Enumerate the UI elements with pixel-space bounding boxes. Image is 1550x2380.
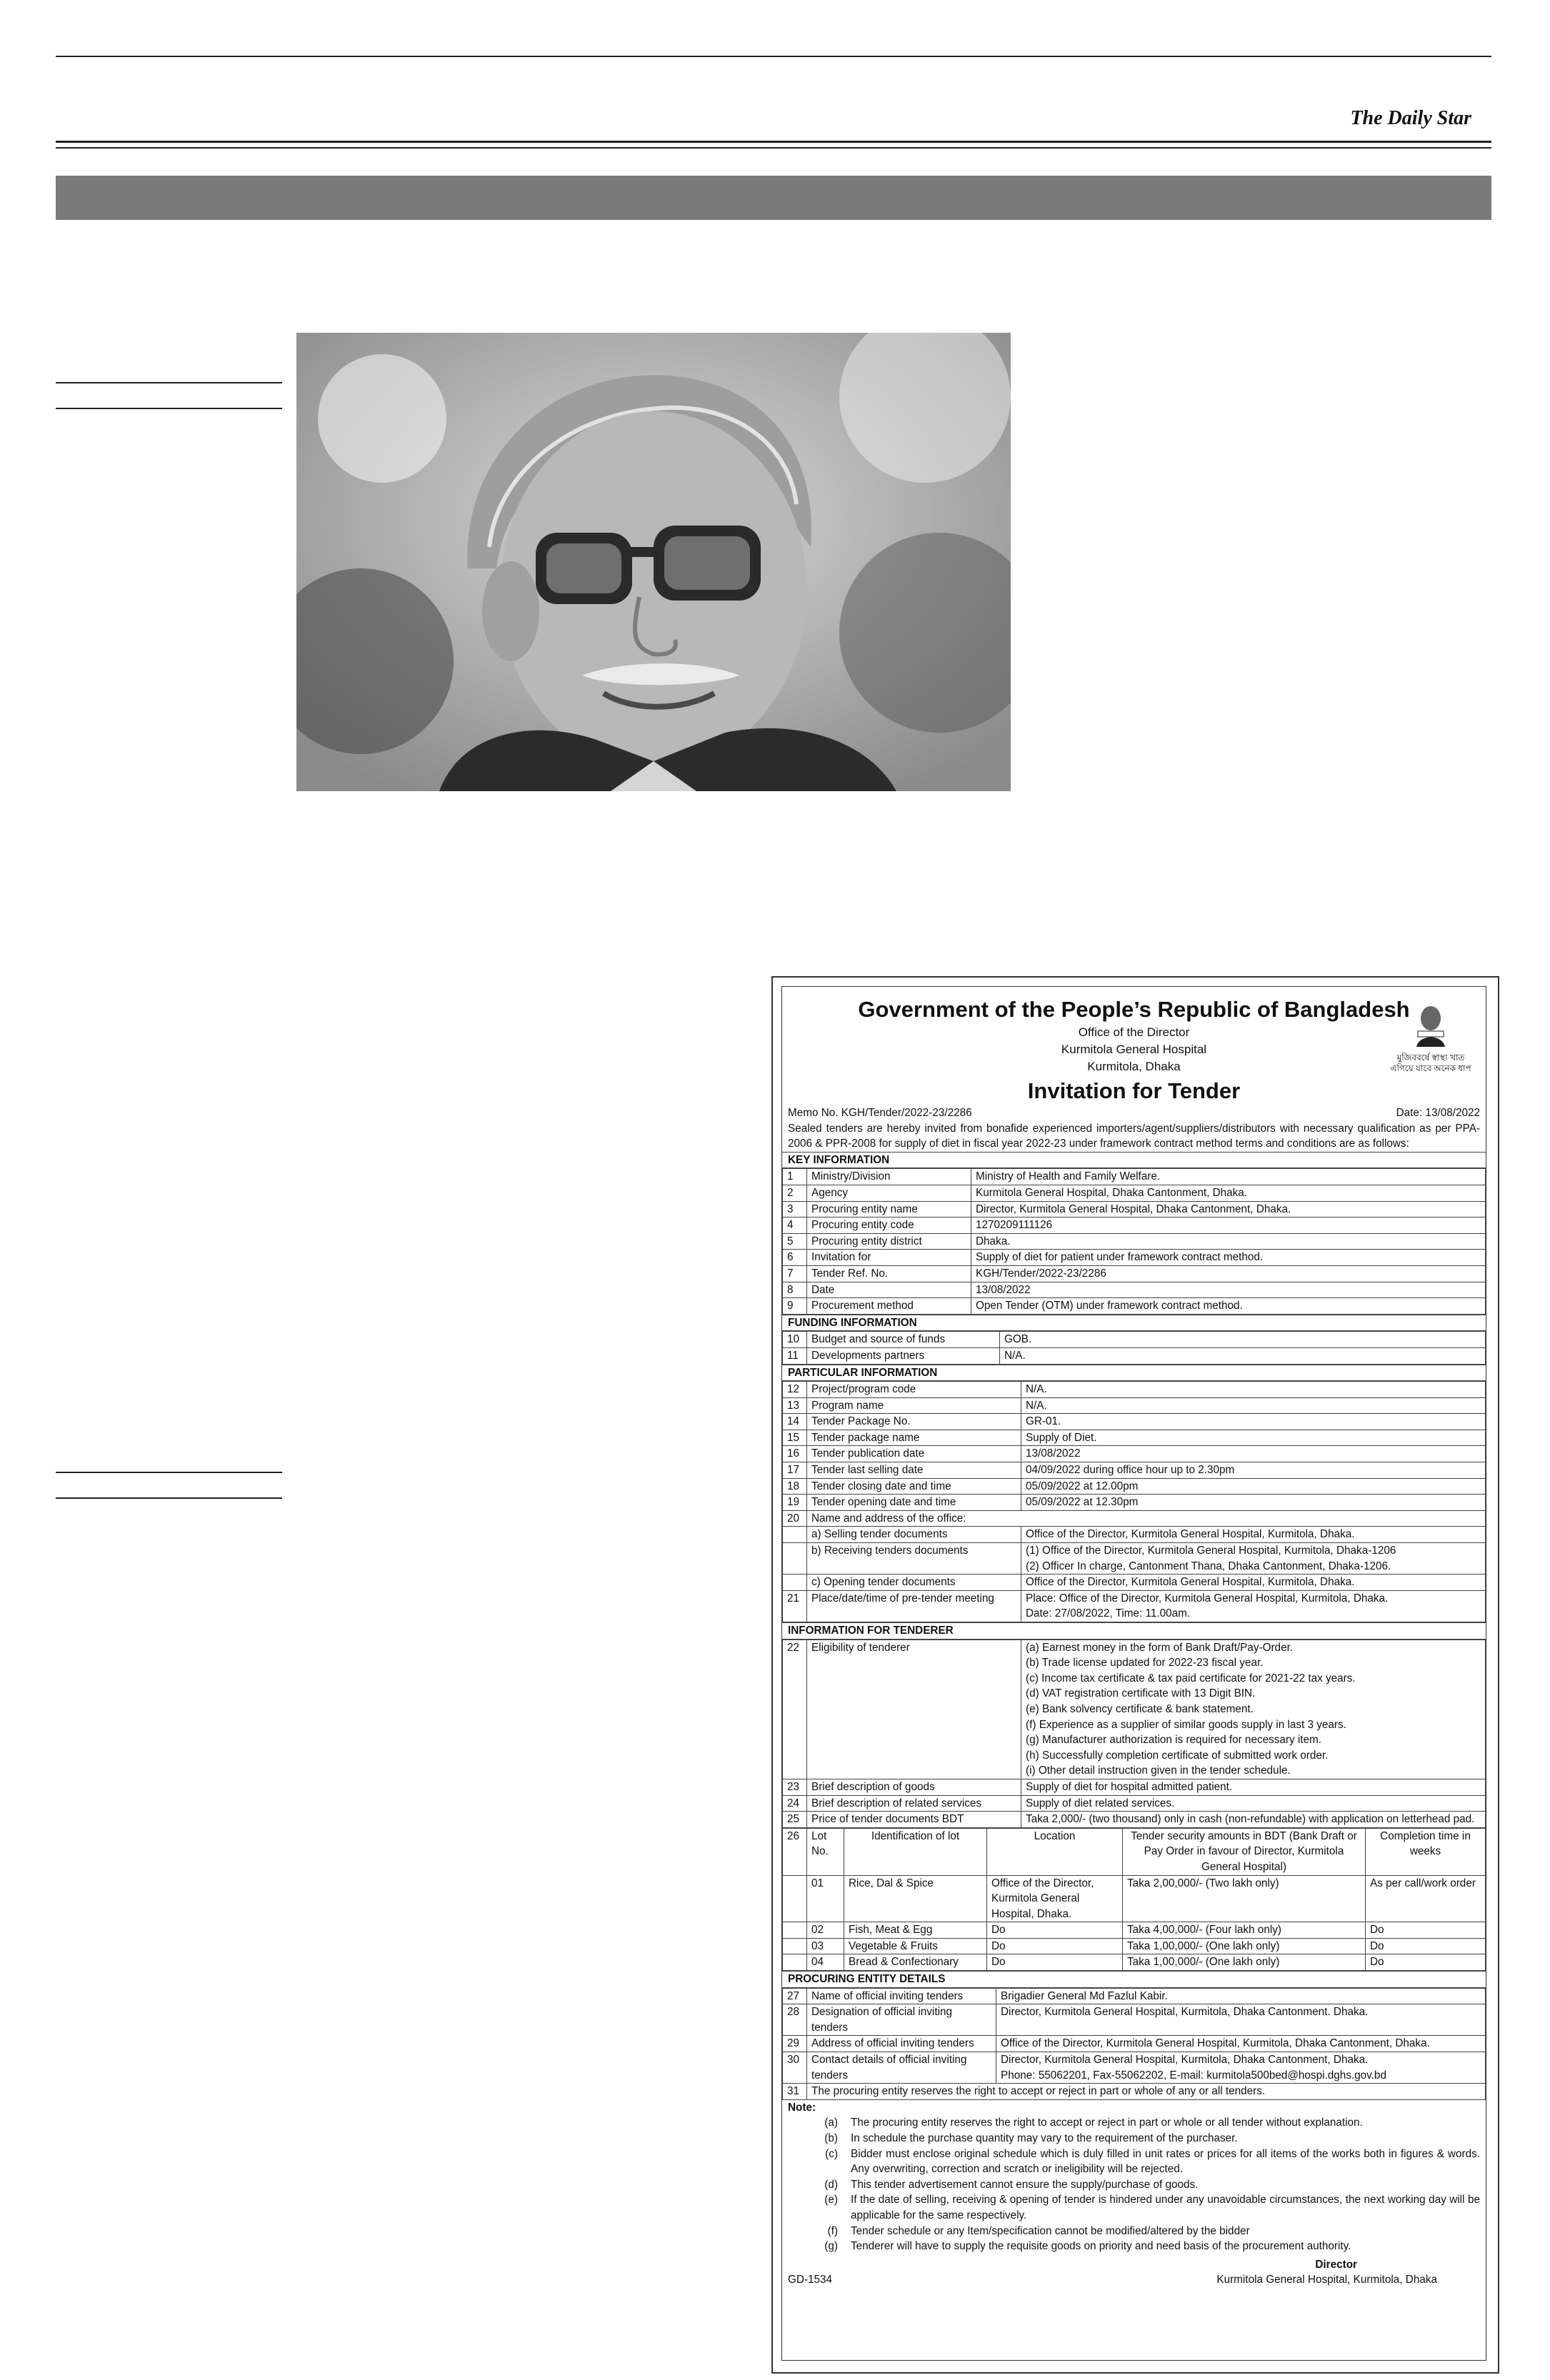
eligibility-item: (i) Other detail instruction given in the tender schedule.	[1026, 1764, 1291, 1777]
tender-notice-inner	[781, 986, 1486, 2361]
tenderer-heading: INFORMATION FOR TENDERER	[782, 1622, 1486, 1640]
table-row: 21 Place/date/time of pre-tender meeting Place: Office of the Director, Kurmitola General Hospital, Kurmitola, Dhaka. Date: 27/08/2022, Time: 11.00am.	[783, 1590, 1486, 1622]
table-row: 6 Invitation for Supply of diet for patient under framework contract method.	[783, 1250, 1486, 1266]
table-row: 8 Date 13/08/2022	[783, 1282, 1486, 1298]
table-row: 27 Name of official inviting tenders Brigadier General Md Fazlul Kabir.	[783, 1988, 1486, 2004]
location-line: Kurmitola, Dhaka	[1087, 1060, 1181, 1073]
table-row: 13 Program name N/A.	[783, 1397, 1486, 1414]
note-item: (g) Tenderer will have to supply the requisite goods on priority and need basis of the procurement authority.	[824, 2240, 1351, 2253]
notice-header	[782, 995, 1486, 1105]
lot-table	[782, 1828, 1486, 1971]
procuring-table	[782, 1988, 1486, 2100]
table-row: 2 Agency Kurmitola General Hospital, Dhaka Cantonment, Dhaka.	[783, 1185, 1486, 1201]
intro-paragraph: Sealed tenders are hereby invited from bonafide experienced importers/agent/suppliers/distributors with necessary qualification as per PPA-2006 & PPR-2008 for supply of diet in fiscal year 2022-23 under framework contract method terms and conditions are as follows:	[788, 1122, 1480, 1150]
portrait-emblem-icon	[1414, 1003, 1448, 1047]
hospital-line: Kurmitola General Hospital	[1061, 1043, 1207, 1056]
key-information-table	[782, 1168, 1486, 1314]
table-row: 29 Address of official inviting tenders Office of the Director, Kurmitola General Hospital, Kurmitola, Dhaka Cantonment, Dhaka.	[783, 2036, 1486, 2052]
lot-row: 02 Fish, Meat & Egg Do Taka 4,00,000/- (Four lakh only) Do	[783, 1922, 1486, 1939]
lot-row: 04 Bread & Confectionary Do Taka 1,00,000/- (One lakh only) Do	[783, 1954, 1486, 1971]
side-rule-3	[56, 1472, 282, 1473]
procuring-heading: PROCURING ENTITY DETAILS	[782, 1971, 1486, 1988]
government-title: Government of the People’s Republic of Bangladesh	[858, 997, 1410, 1022]
memo-line	[782, 1105, 1486, 1121]
side-rule-1	[56, 382, 282, 383]
notes-section	[782, 2100, 1486, 2254]
eligibility-item: (f) Experience as a supplier of similar goods supply in last 3 years.	[1026, 1718, 1346, 1731]
table-row: 12 Project/program code N/A.	[783, 1382, 1486, 1398]
note-item: (f) Tender schedule or any Item/specification cannot be modified/altered by the bidder	[827, 2224, 1250, 2237]
table-row: 5 Procuring entity district Dhaka.	[783, 1233, 1486, 1250]
section-band	[56, 176, 1491, 220]
eligibility-item: (h) Successfully completion certificate of submitted work order.	[1026, 1749, 1329, 1762]
notice-title: Invitation for Tender	[1027, 1078, 1241, 1103]
note-item: (e) If the date of selling, receiving & opening of tender is hindered under any unavoidable circumstances, the next working day will be applicable for the same respectively.	[824, 2194, 1480, 2221]
table-row: 18 Tender closing date and time 05/09/2022 at 12.00pm	[783, 1478, 1486, 1495]
eligibility-item: (c) Income tax certificate & tax paid certificate for 2021-22 tax years.	[1026, 1672, 1356, 1684]
tender-notice	[771, 976, 1499, 2374]
table-row: 11 Developments partners N/A.	[783, 1347, 1486, 1364]
notes-heading: Note:	[788, 2101, 816, 2114]
note-item: (d) This tender advertisement cannot ensure the supply/purchase of goods.	[824, 2178, 1199, 2191]
eligibility-item: (b) Trade license updated for 2022-23 fiscal year.	[1026, 1657, 1264, 1669]
notice-footer	[782, 2272, 1486, 2288]
table-row: 22 Eligibility of tenderer (a) Earnest money in the form of Bank Draft/Pay-Order. (b) Trade license updated for 2022-23 fiscal year. (c) Income tax certificate & tax paid certificate for 2021-22 tax years. (d) VAT registration certificate with 13 Digit BIN. (e) Bank solvency certificate & bank statement. (f) Experience as a supplier of similar goods supply in last 3 years. (g) Manufacturer authorization is required for necessary item. (h) Successfully completion certificate of submitted work order. (i) Other detail instruction given in the tender schedule.	[783, 1640, 1486, 1779]
table-row: 31 The procuring entity reserves the right to accept or reject in part or whole of any or all tenders.	[783, 2084, 1486, 2100]
table-row: 3 Procuring entity name Director, Kurmitola General Hospital, Dhaka Cantonment, Dhaka.	[783, 1201, 1486, 1217]
tenderer-table	[782, 1640, 1486, 1828]
particular-table	[782, 1381, 1486, 1622]
memo-date: Date: 13/08/2022	[1396, 1107, 1480, 1119]
eligibility-item: (a) Earnest money in the form of Bank Draft/Pay-Order.	[1026, 1641, 1294, 1654]
eligibility-item: (e) Bank solvency certificate & bank statement.	[1026, 1702, 1254, 1715]
table-row: 1 Ministry/Division Ministry of Health and Family Welfare.	[783, 1169, 1486, 1185]
table-row: a) Selling tender documents Office of the Director, Kurmitola General Hospital, Kurmitola, Dhaka.	[783, 1527, 1486, 1543]
table-row: 19 Tender opening date and time 05/09/2022 at 12.30pm	[783, 1495, 1486, 1511]
table-row: 23 Brief description of goods Supply of diet for hospital admitted patient.	[783, 1779, 1486, 1795]
table-row: 30 Contact details of official inviting tenders Director, Kurmitola General Hospital, Kurmitola, Dhaka Cantonment, Dhaka. Phone: 55062201, Fax-55062202, E-mail: kurmitola500bed@hospi.dghs.gov.bd	[783, 2052, 1486, 2084]
table-row: 20 Name and address of the office:	[783, 1510, 1486, 1527]
lot-row: 01 Rice, Dal & Spice Office of the Director, Kurmitola General Hospital, Dhaka. Taka 2,00,000/- (Two lakh only) As per call/work order	[783, 1875, 1486, 1922]
signatory-office: Kurmitola General Hospital, Kurmitola, Dhaka	[1216, 2274, 1437, 2286]
table-row: 25 Price of tender documents BDT Taka 2,000/- (two thousand) only in cash (non-refundable) with application on letterhead pad.	[783, 1812, 1486, 1828]
double-rule-bottom	[56, 147, 1491, 149]
emblem-caption-2: এগিয়ে যাবে অনেক ধাপ	[1390, 1063, 1471, 1073]
table-row: 7 Tender Ref. No. KGH/Tender/2022-23/2286	[783, 1265, 1486, 1282]
side-rule-4	[56, 1497, 282, 1499]
mujib-year-emblem	[1384, 1003, 1477, 1074]
table-row: 10 Budget and source of funds GOB.	[783, 1332, 1486, 1348]
lot-header-row: 26 Lot No. Identification of lot Location Tender security amounts in BDT (Bank Draft or Pay Order in favour of Director, Kurmitola General Hospital) Completion time in weeks	[783, 1828, 1486, 1875]
lot-row: 03 Vegetable & Fruits Do Taka 1,00,000/- (One lakh only) Do	[783, 1938, 1486, 1954]
table-row: c) Opening tender documents Office of the Director, Kurmitola General Hospital, Kurmitola, Dhaka.	[783, 1575, 1486, 1591]
emblem-caption-1: মুজিববর্ষে স্বাস্থ্য খাত	[1396, 1053, 1465, 1063]
note-item: (b) In schedule the purchase quantity may vary to the requirement of the purchaser.	[824, 2132, 1238, 2144]
top-rule	[56, 56, 1491, 57]
funding-heading: FUNDING INFORMATION	[782, 1315, 1486, 1332]
memo-number: Memo No. KGH/Tender/2022-23/2286	[788, 1107, 972, 1119]
key-information-heading: KEY INFORMATION	[782, 1152, 1486, 1169]
masthead-logo: The Daily Star	[1350, 107, 1471, 129]
portrait-photo	[296, 333, 1011, 791]
signatory-title: Director	[1315, 2258, 1357, 2271]
table-row: 17 Tender last selling date 04/09/2022 during office hour up to 2.30pm	[783, 1462, 1486, 1479]
side-rule-2	[56, 408, 282, 409]
funding-table	[782, 1331, 1486, 1364]
table-row: 9 Procurement method Open Tender (OTM) under framework contract method.	[783, 1298, 1486, 1315]
table-row: 24 Brief description of related services Supply of diet related services.	[783, 1795, 1486, 1812]
office-line: Office of the Director	[1078, 1025, 1190, 1039]
eligibility-item: (g) Manufacturer authorization is required for necessary item.	[1026, 1734, 1322, 1747]
table-row: 28 Designation of official inviting tenders Director, Kurmitola General Hospital, Kurmitola, Dhaka Cantonment. Dhaka.	[783, 2004, 1486, 2036]
table-row: 15 Tender package name Supply of Diet.	[783, 1430, 1486, 1446]
table-row: 4 Procuring entity code 1270209111126	[783, 1217, 1486, 1234]
note-item: (a) The procuring entity reserves the right to accept or reject in part or whole or all tender without explanation.	[824, 2117, 1363, 2129]
gd-number: GD-1534	[788, 2274, 833, 2286]
eligibility-item: (d) VAT registration certificate with 13 Digit BIN.	[1026, 1687, 1256, 1700]
table-row: 16 Tender publication date 13/08/2022	[783, 1446, 1486, 1462]
double-rule-top	[56, 141, 1491, 143]
particular-heading: PARTICULAR INFORMATION	[782, 1365, 1486, 1382]
table-row: 14 Tender Package No. GR-01.	[783, 1414, 1486, 1430]
note-item: (c) Bidder must enclose original schedule which is duly filled in unit rates or prices for all items of the works both in figures & words. Any overwriting, correction and scratch or ineligibility will be rejected.	[825, 2147, 1480, 2176]
table-row: b) Receiving tenders documents (1) Office of the Director, Kurmitola General Hospital, Kurmitola, Dhaka-1206 (2) Officer In charge, Cantonment Thana, Dhaka Cantonment, Dhaka-1206.	[783, 1543, 1486, 1575]
